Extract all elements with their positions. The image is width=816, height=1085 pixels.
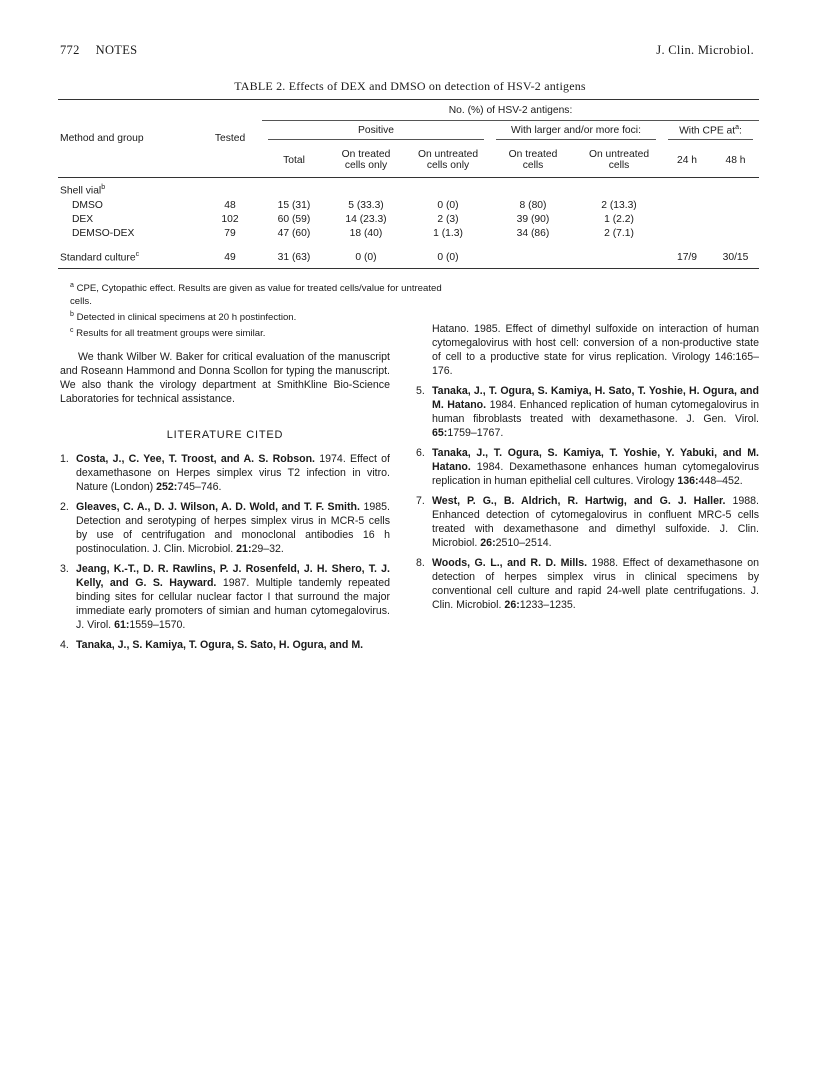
table-row: DMSO 48 15 (31) 5 (33.3) 0 (0) 8 (80) 2 (13.3) [72,199,637,211]
header-positive: Positive [268,125,484,140]
header-untreated-only: On untreated cells only [417,149,479,171]
header-cpe: With CPE $at^a$: [668,124,753,140]
header-tested: Tested [214,133,246,144]
table-row: DEX 102 60 (59) 14 (23.3) 2 (3) 39 (90) 1 (2.2) [72,213,634,225]
reference-1: 1. Costa, J., C. Yee, T. Troost, and A. S. Robson. 1974. Effect of dexamethasone on Herpes simplex virus T2 infection in vitro. Nature (London) 252:745–746. [60,453,390,493]
header-48h: 48 h [725,154,746,166]
footnote-c: $^c$ Results for all treatment groups were similar. [70,327,266,340]
reference-2: 2. Gleaves, C. A., D. J. Wilson, A. D. Wold, and T. F. Smith. 1985. Detection and serotyping of herpes simplex virus in MCR-5 cells by use of centrifugation and monoclonal antibodies 16 h postinoculation. J. Clin. Microbiol. 21:29–32. [60,501,390,555]
shell-vial-label: Shell vial$^b$ [60,183,106,197]
left-column [60,327,390,658]
reference-8: 8. Woods, G. L., and R. D. Mills. 1988. Effect of dexamethasone on detection of herpes simplex virus in clinical specimens by conventional cell culture and rapid 24-well plate centrifugations. J. Clin. Microbiol. 26:1233–1235. [416,557,759,611]
header-antigens: No. (%) of HSV-2 antigens: [262,100,759,121]
table-row: Standard culture$^c$ 49 31 (63) 0 (0) 0 (0) 17/9 30/15 [58,240,759,269]
header-treated-only: On treated cells only [341,149,391,171]
page-number: 772 [60,43,80,57]
reference-4-continued: Hatano. 1985. Effect of dimethyl sulfoxide on interaction of human cytomegalovirus with host cell: conversion of a non-productive state of cell to a productive state for virus replication. Virology 146:165–176. [432,323,759,377]
table-title: TABLE 2. Effects of DEX and DMSO on detection of HSV-2 antigens [234,79,586,93]
literature-heading: LITERATURE CITED [166,429,284,441]
results-table [58,99,759,269]
right-column [416,323,759,618]
header-foci-untreated: On untreated cells [588,149,650,171]
journal-name: J. Clin. Microbiol. [656,43,754,57]
footnote-a: $^a$ CPE, Cytopathic effect. Results are given as value for treated cells/value for untreated cells. [70,282,442,308]
header-24h: 24 h [676,154,698,166]
acknowledgment: We thank Wilber W. Baker for critical evaluation of the manuscript and Roseann Hammond and Donna Scollon for typing the manuscript. We also thank the virology department at SmithKline Bio-Science Laboratories for technical assistance. [60,351,390,405]
reference-4: 4. Tanaka, J., S. Kamiya, T. Ogura, S. Sato, H. Ogura, and M. [60,639,364,651]
table-row: DEMSO-DEX 79 47 (60) 18 (40) 1 (1.3) 34 (86) 2 (7.1) [72,227,634,239]
footnote-b: $^b$ Detected in clinical specimens at 20 h postinfection. [70,311,297,324]
reference-5: 5. Tanaka, J., T. Ogura, S. Kamiya, H. Sato, T. Yoshie, H. Ogura, and M. Hatano. 1984. Enhanced replication of human cytomegalovirus in human fibroblasts treated with dexamethasone. J. Gen. Virol. 65:1759–1767. [416,385,759,439]
running-header-left [60,43,137,58]
header-total: Total [283,154,305,166]
reference-7: 7. West, P. G., B. Aldrich, R. Hartwig, and G. J. Haller. 1988. Enhanced detection of cytomegalovirus in confluent MRC-5 cells treated with dexamethasone and dimethyl sulfoxide. J. Clin. Microbiol. 26:2510–2514. [416,495,759,549]
section-label: NOTES [95,43,138,57]
header-foci: With larger and/or more foci: [496,125,656,140]
header-foci-treated: On treated cells [508,149,558,171]
header-method: Method and group [60,133,144,144]
reference-6: 6. Tanaka, J., T. Ogura, S. Kamiya, T. Yoshie, Y. Yabuki, and M. Hatano. 1984. Dexamethasone enhances human cytomegalovirus replication in human epithelial cell cultures. Virology 136:448–452. [416,447,759,487]
reference-3: 3. Jeang, K.-T., D. R. Rawlins, P. J. Rosenfeld, J. H. Shero, T. J. Kelly, and G. S. Hayward. 1987. Multiple tandemly repeated binding sites for cellular nuclear factor I that surround the major immediate early promoters of simian and human cytomegalovirus. J. Virol. 61:1559–1570. [60,563,390,631]
